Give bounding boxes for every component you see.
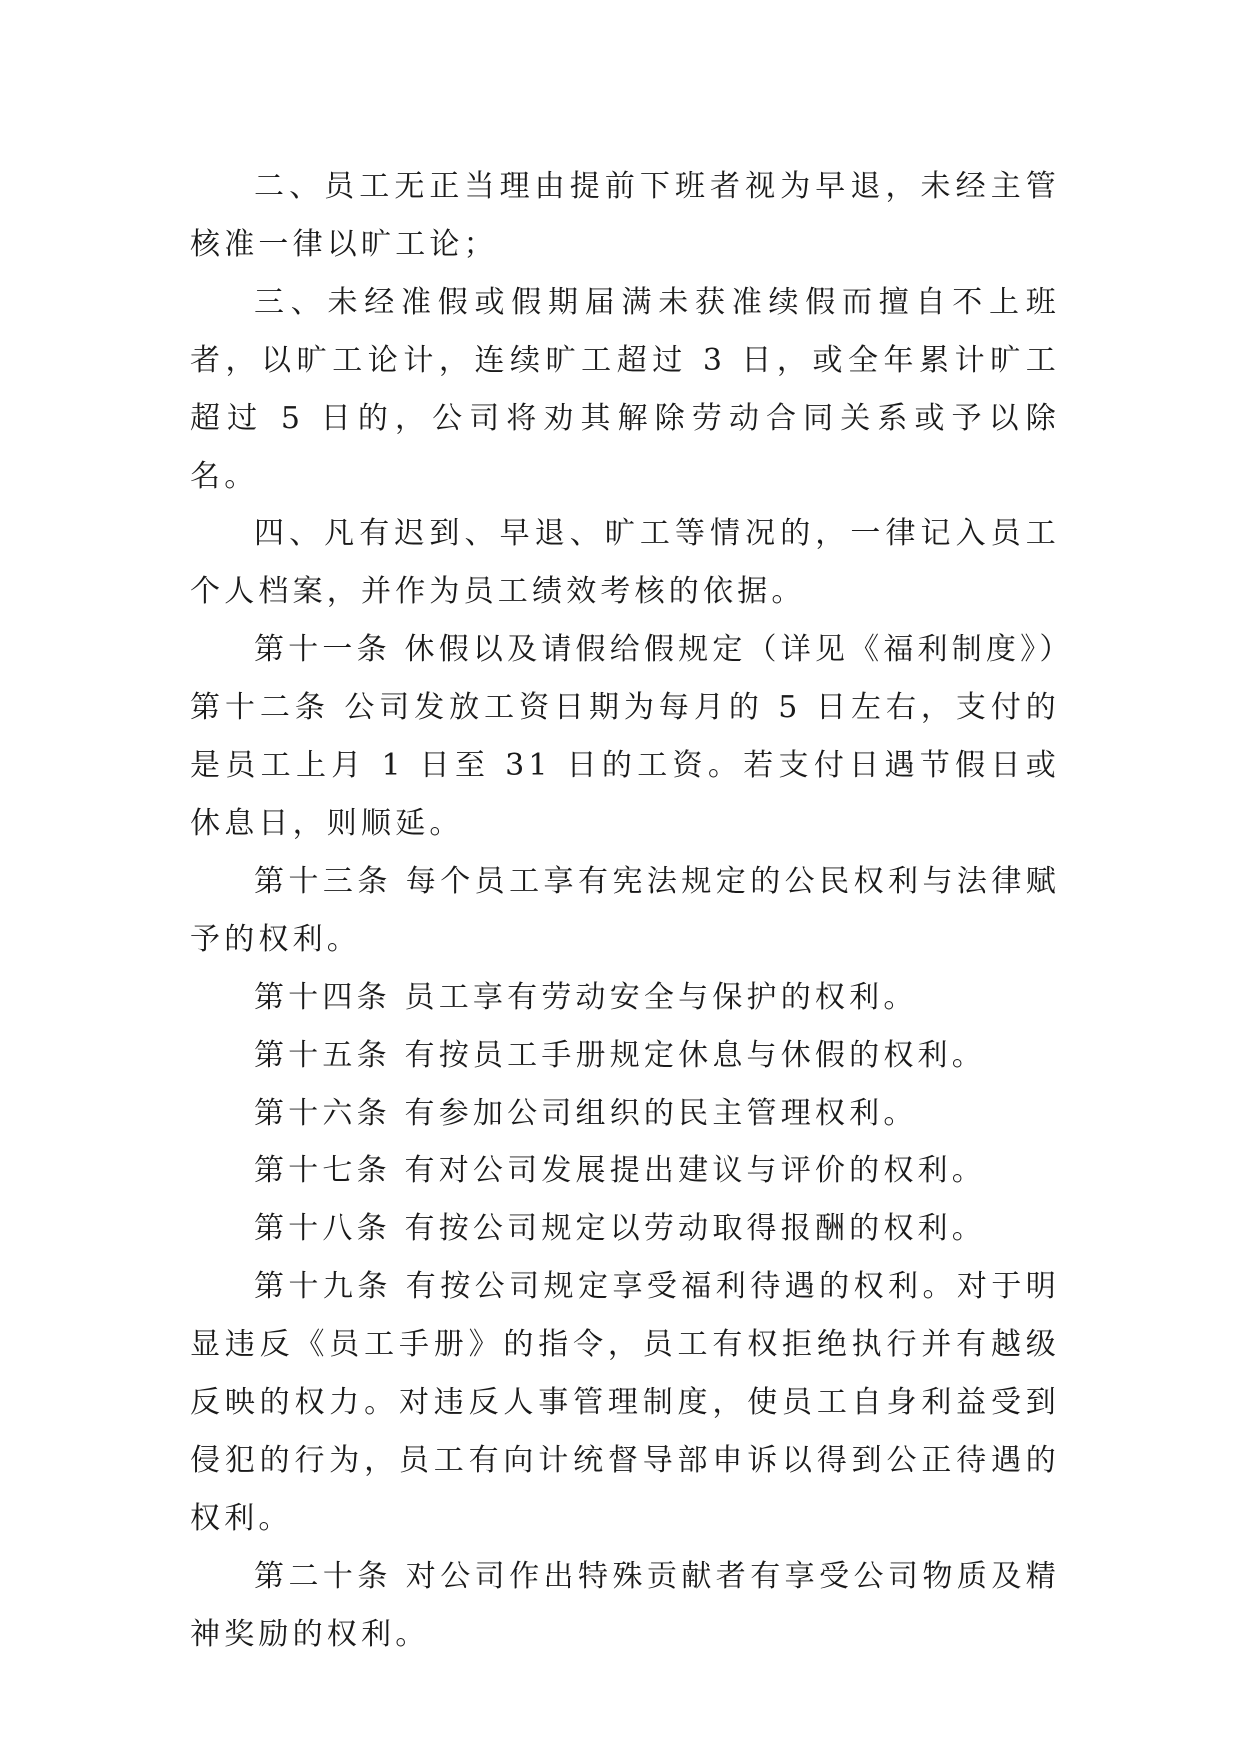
paragraph-article-12: 第十二条 公司发放工资日期为每月的 5 日左右，支付的是员工上月 1 日至 31 日的工资。若支付日遇节假日或休息日，则顺延。 xyxy=(190,690,1060,841)
paragraph-absenteeism: 三、未经准假或假期届满未获准续假而擅自不上班者，以旷工论计，连续旷工超过 3 日，或全年累计旷工超过 5 日的，公司将劝其解除劳动合同关系或予以除名。 xyxy=(190,284,1060,494)
paragraph-article-15: 第十五条 有按员工手册规定休息与休假的权利。 xyxy=(254,1037,986,1073)
paragraph-article-19: 第十九条 有按公司规定享受福利待遇的权利。对于明显违反《员工手册》的指令，员工有权拒绝执行并有越级反映的权力。对违反人事管理制度，使员工自身利益受到侵犯的行为，员工有向计统督导部申诉以得到公正待遇的权利。 xyxy=(190,1269,1060,1536)
paragraph-article-13: 第十三条 每个员工享有宪法规定的公民权利与法律赋予的权利。 xyxy=(190,863,1060,957)
paragraph-article-11: 第十一条 休假以及请假给假规定（详见《福利制度》） xyxy=(254,632,1074,668)
paragraph-article-18: 第十八条 有按公司规定以劳动取得报酬的权利。 xyxy=(254,1211,986,1247)
paragraph-article-14: 第十四条 员工享有劳动安全与保护的权利。 xyxy=(254,979,918,1015)
paragraph-article-20: 第二十条 对公司作出特殊贡献者有享受公司物质及精神奖励的权利。 xyxy=(190,1558,1060,1652)
paragraph-article-17: 第十七条 有对公司发展提出建议与评价的权利。 xyxy=(254,1153,986,1189)
paragraph-article-16: 第十六条 有参加公司组织的民主管理权利。 xyxy=(254,1095,918,1131)
document-body xyxy=(190,158,1074,1664)
paragraph-early-leave: 二、员工无正当理由提前下班者视为早退，未经主管核准一律以旷工论； xyxy=(190,169,1060,262)
paragraph-records: 四、凡有迟到、早退、旷工等情况的，一律记入员工个人档案，并作为员工绩效考核的依据。 xyxy=(190,516,1060,610)
